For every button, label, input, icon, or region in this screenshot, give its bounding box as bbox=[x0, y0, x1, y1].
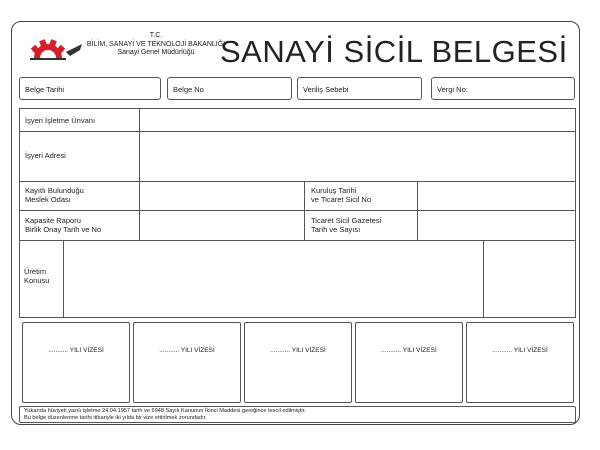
kurulus-value-field[interactable] bbox=[419, 182, 575, 210]
gazete-label-cell bbox=[306, 211, 418, 240]
vize-box-4[interactable] bbox=[355, 322, 463, 403]
unvan-row bbox=[19, 108, 576, 132]
belge-tarihi-label: Belge Tarihi bbox=[25, 85, 65, 94]
meslek-odasi-value-field[interactable] bbox=[141, 182, 305, 210]
uretim-label-cell bbox=[20, 241, 64, 317]
ministry-name bbox=[86, 32, 226, 58]
unvan-value-field[interactable] bbox=[141, 109, 575, 131]
unvan-label-cell bbox=[20, 109, 140, 131]
certificate-sheet bbox=[11, 21, 580, 425]
uretim-extra-field[interactable] bbox=[485, 241, 575, 317]
footer-line-2: Bu belge düzenlenme tarihi itibariyle iki yılda bir vize ettirilmek zorundadır. bbox=[24, 415, 207, 421]
vize-box-2[interactable] bbox=[133, 322, 241, 403]
uretim-row bbox=[19, 241, 576, 318]
kapasite-value-field[interactable] bbox=[141, 211, 305, 240]
verilis-sebebi-field[interactable] bbox=[297, 77, 422, 100]
gear-logo-icon bbox=[26, 32, 86, 66]
document-title: SANAYİ SİCİL BELGESİ bbox=[220, 34, 568, 69]
uretim-value-field[interactable] bbox=[65, 241, 484, 317]
gazete-label-1: Ticaret Sicil Gazetesi bbox=[311, 216, 382, 225]
verilis-sebebi-label: Veriliş Sebebi bbox=[303, 85, 349, 94]
ministry-line-tc: T.C. bbox=[149, 32, 163, 39]
vize-label-1: ........... YILI VİZESİ bbox=[48, 347, 104, 354]
kapasite-label-2: Birlik Onay Tarih ve No bbox=[25, 225, 102, 234]
vize-box-5[interactable] bbox=[466, 322, 574, 403]
gazete-label-2: Tarih ve Sayısı bbox=[311, 225, 361, 234]
kurulus-label-2: ve Ticaret Sicil No bbox=[311, 195, 372, 204]
kapasite-label-1: Kapasite Raporu bbox=[25, 216, 81, 225]
unvan-label: İşyeri İşletme Ünvanı bbox=[25, 116, 96, 125]
vize-box-1[interactable] bbox=[22, 322, 130, 403]
belge-no-field[interactable] bbox=[167, 77, 292, 100]
vize-label-4: ........... YILI VİZESİ bbox=[381, 347, 437, 354]
adres-value-field[interactable] bbox=[141, 132, 575, 181]
meslek-kurulus-row bbox=[19, 182, 576, 211]
vize-label-2: ........... YILI VİZESİ bbox=[159, 347, 215, 354]
footer-line-1: Yukarıda hüviyeti yazılı işletme 24.04.1957 tarih ve 6948 Sayılı Kanunun İkinci Maddesi gereğince tescil edilmiştir. bbox=[24, 408, 306, 414]
belge-tarihi-field[interactable] bbox=[19, 77, 161, 100]
adres-label: İşyeri Adresi bbox=[25, 151, 66, 160]
meslek-odasi-label-1: Kayıtlı Bulunduğu bbox=[25, 186, 84, 195]
ministry-line-directorate: Sanayi Genel Müdürlüğü bbox=[117, 49, 195, 56]
footer-note-box bbox=[19, 406, 576, 423]
vergi-no-label: Vergi No: bbox=[437, 85, 468, 94]
adres-row bbox=[19, 132, 576, 182]
vize-label-5: ........... YILI VİZESİ bbox=[492, 347, 548, 354]
vize-label-3: ........... YILI VİZESİ bbox=[270, 347, 326, 354]
kapasite-label-cell bbox=[20, 211, 140, 240]
kurulus-label-cell bbox=[306, 182, 418, 210]
vergi-no-field[interactable] bbox=[431, 77, 575, 100]
kapasite-gazete-row bbox=[19, 211, 576, 241]
adres-label-cell bbox=[20, 132, 140, 181]
uretim-label-2: Konusu bbox=[24, 276, 50, 285]
kurulus-label-1: Kuruluş Tarihi bbox=[311, 186, 357, 195]
uretim-label-1: Üretim bbox=[24, 267, 47, 276]
ministry-logo bbox=[26, 32, 86, 66]
meslek-odasi-label-2: Meslek Odası bbox=[25, 195, 71, 204]
meslek-odasi-label-cell bbox=[20, 182, 140, 210]
gazete-value-field[interactable] bbox=[419, 211, 575, 240]
vize-box-3[interactable] bbox=[244, 322, 352, 403]
ministry-line-name: BİLİM, SANAYİ VE TEKNOLOJİ BAKANLIĞI bbox=[86, 40, 226, 48]
belge-no-label: Belge No bbox=[173, 85, 204, 94]
